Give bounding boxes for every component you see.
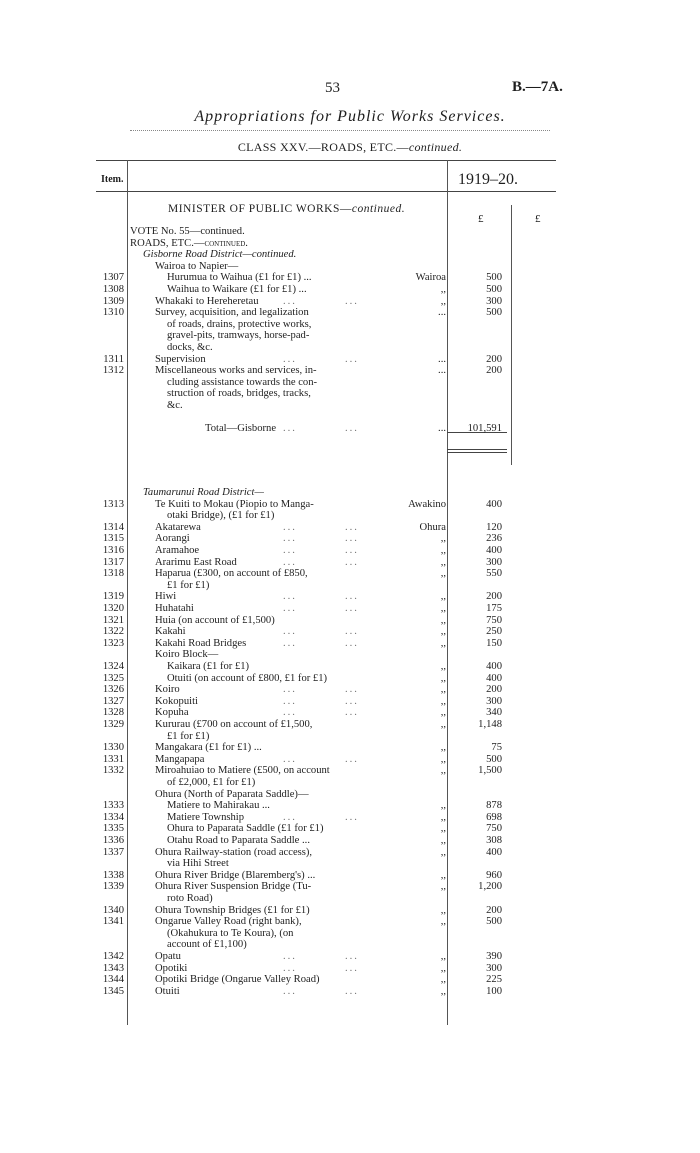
- table-row: [0, 858, 700, 869]
- leader-dots: ...: [283, 707, 297, 718]
- item-number: 1320: [102, 603, 124, 614]
- leader-dots: ...: [283, 591, 297, 602]
- table-row: [0, 951, 700, 962]
- item-description: Huia (on account of £1,500): [155, 615, 275, 626]
- item-number: 1331: [102, 754, 124, 765]
- table-row: [0, 928, 700, 939]
- item-description: Ohura River Suspension Bridge (Tu-: [155, 881, 312, 892]
- amount: 175: [486, 603, 502, 614]
- item-description: Ararimu East Road: [155, 557, 237, 568]
- item-number: 1307: [102, 272, 124, 283]
- item-number: 1323: [102, 638, 124, 649]
- leader-dots: ...: [283, 354, 297, 365]
- electorate: ,,: [440, 742, 446, 753]
- electorate: ,,: [440, 591, 446, 602]
- amount: 1,200: [478, 881, 502, 892]
- leader-dots: ...: [283, 545, 297, 556]
- electorate: ,,: [440, 557, 446, 568]
- item-number: 1336: [102, 835, 124, 846]
- leader-dots: ...: [345, 626, 359, 637]
- item-number: 1339: [102, 881, 124, 892]
- item-number: 1313: [102, 499, 124, 510]
- amount: 390: [486, 951, 502, 962]
- amount: 400: [486, 545, 502, 556]
- amount: 200: [486, 591, 502, 602]
- item-number: 1341: [102, 916, 124, 927]
- amount: 300: [486, 296, 502, 307]
- table-row: [0, 226, 700, 237]
- electorate: ,,: [440, 626, 446, 637]
- table-row: [0, 707, 700, 718]
- amount: 300: [486, 963, 502, 974]
- amount: 500: [486, 916, 502, 927]
- leader-dots: ...: [345, 986, 359, 997]
- table-row: [0, 423, 700, 434]
- leader-dots: ...: [345, 754, 359, 765]
- table-row: [0, 522, 700, 533]
- table-row: [0, 261, 700, 272]
- leader-dots: ...: [345, 522, 359, 533]
- table-row: [0, 533, 700, 544]
- leader-dots: ...: [283, 754, 297, 765]
- amount: 698: [486, 812, 502, 823]
- electorate: ,,: [440, 673, 446, 684]
- item-description: Otuiti (on account of £800, £1 for £1): [167, 673, 328, 684]
- leader-dots: ...: [345, 296, 359, 307]
- table-row: [0, 377, 700, 388]
- table-row: [0, 847, 700, 858]
- table-row: [0, 986, 700, 997]
- item-number: 1344: [102, 974, 124, 985]
- item-number: 1316: [102, 545, 124, 556]
- table-row: [0, 835, 700, 846]
- leader-dots: ...: [345, 591, 359, 602]
- table-row: [0, 696, 700, 707]
- item-description: Ohura Township Bridges (£1 for £1): [155, 905, 310, 916]
- item-number: 1332: [102, 765, 124, 776]
- electorate: ,,: [440, 603, 446, 614]
- table-row: [0, 870, 700, 881]
- item-description: docks, &c.: [167, 342, 213, 353]
- amount: 75: [491, 742, 502, 753]
- electorate: ,,: [440, 800, 446, 811]
- item-description: Koiro Block—: [155, 649, 219, 660]
- leader-dots: ...: [283, 533, 297, 544]
- item-description: Kopuha: [155, 707, 189, 718]
- amount: 225: [486, 974, 502, 985]
- leader-dots: ...: [283, 557, 297, 568]
- item-description: Matiere to Mahirakau ...: [167, 800, 270, 811]
- table-row: [0, 893, 700, 904]
- item-description: Mangakara (£1 for £1) ...: [155, 742, 262, 753]
- document-reference: B.—7A.: [512, 79, 563, 95]
- table-row: [0, 777, 700, 788]
- electorate: ,,: [440, 835, 446, 846]
- electorate: ...: [438, 354, 446, 365]
- leader-dots: ...: [283, 963, 297, 974]
- year-column-header: 1919–20.: [458, 171, 518, 188]
- table-row: [0, 591, 700, 602]
- table-row: [0, 238, 700, 249]
- amount: 300: [486, 557, 502, 568]
- table-row: [0, 719, 700, 730]
- table-row: [0, 939, 700, 950]
- electorate: ...: [438, 365, 446, 376]
- table-row: [0, 307, 700, 318]
- page-title: Appropriations for Public Works Services.: [194, 108, 506, 125]
- leader-dots: ...: [345, 423, 359, 434]
- leader-dots: ...: [345, 696, 359, 707]
- item-number: 1310: [102, 307, 124, 318]
- table-row: [0, 754, 700, 765]
- table-row: [0, 649, 700, 660]
- electorate: ,,: [440, 986, 446, 997]
- amount: 150: [486, 638, 502, 649]
- leader-dots: ...: [345, 951, 359, 962]
- electorate: ,,: [440, 533, 446, 544]
- item-number: 1315: [102, 533, 124, 544]
- electorate: ,,: [440, 974, 446, 985]
- item-number: 1338: [102, 870, 124, 881]
- item-description: Gisborne Road District—continued.: [143, 249, 297, 260]
- table-row: [0, 823, 700, 834]
- leader-dots: ...: [283, 423, 297, 434]
- item-description: Te Kuiti to Mokau (Piopio to Manga-: [155, 499, 314, 510]
- leader-dots: ...: [345, 963, 359, 974]
- item-description: Ongarue Valley Road (right bank),: [155, 916, 302, 927]
- item-description: cluding assistance towards the con-: [167, 377, 318, 388]
- electorate: ,,: [440, 812, 446, 823]
- item-description: VOTE No. 55—continued.: [130, 226, 245, 237]
- leader-dots: ...: [345, 812, 359, 823]
- table-row: [0, 400, 700, 411]
- leader-dots: ...: [345, 707, 359, 718]
- item-description: Whakaki to Hereheretau: [155, 296, 259, 307]
- table-row: [0, 458, 700, 469]
- table-row: [0, 249, 700, 260]
- electorate: Ohura: [419, 522, 446, 533]
- item-description: of £2,000, £1 for £1): [167, 777, 256, 788]
- leader-dots: ...: [345, 557, 359, 568]
- item-description: Mangapapa: [155, 754, 205, 765]
- item-number: 1325: [102, 673, 124, 684]
- ministry-heading-main: MINISTER OF PUBLIC WORKS—: [168, 203, 352, 215]
- amount: 500: [486, 307, 502, 318]
- leader-dots: ...: [345, 603, 359, 614]
- table-row: [0, 626, 700, 637]
- item-number: 1308: [102, 284, 124, 295]
- item-number: 1319: [102, 591, 124, 602]
- table-row: [0, 557, 700, 568]
- table-row: [0, 388, 700, 399]
- item-description: Survey, acquisition, and legalization: [155, 307, 309, 318]
- amount: 1,500: [478, 765, 502, 776]
- item-description: Ohura River Bridge (Blaremberg's) ...: [155, 870, 316, 881]
- item-description: Akatarewa: [155, 522, 201, 533]
- amount: 200: [486, 684, 502, 695]
- item-description: Kokopuiti: [155, 696, 198, 707]
- item-description: ROADS, ETC.—continued.: [130, 238, 248, 249]
- item-description: Aorangi: [155, 533, 190, 544]
- amount: 308: [486, 835, 502, 846]
- item-description: Huhatahi: [155, 603, 194, 614]
- leader-dots: ...: [283, 522, 297, 533]
- leader-dots: ...: [283, 696, 297, 707]
- item-description: Miscellaneous works and services, in-: [155, 365, 317, 376]
- electorate: ,,: [440, 951, 446, 962]
- electorate: Awakino: [408, 499, 446, 510]
- table-row: [0, 661, 700, 672]
- item-description: Hiwi: [155, 591, 177, 602]
- item-description: Matiere Township: [167, 812, 245, 823]
- item-description: Aramahoe: [155, 545, 200, 556]
- pound-sign-2: £: [535, 213, 541, 225]
- amount: 200: [486, 905, 502, 916]
- electorate: ,,: [440, 661, 446, 672]
- item-number: 1345: [102, 986, 124, 997]
- class-heading-main: CLASS XXV.—ROADS, ETC.—: [237, 140, 409, 154]
- item-number: 1342: [102, 951, 124, 962]
- electorate: ,,: [440, 568, 446, 579]
- table-row: [0, 905, 700, 916]
- table-row: [0, 742, 700, 753]
- item-number: 1314: [102, 522, 124, 533]
- amount: 250: [486, 626, 502, 637]
- amount: 100: [486, 986, 502, 997]
- item-description: Total—Gisborne: [205, 423, 277, 434]
- table-row: [0, 765, 700, 776]
- electorate: ,,: [440, 754, 446, 765]
- table-row: [0, 319, 700, 330]
- table-row: [0, 330, 700, 341]
- item-description: struction of roads, bridges, tracks,: [167, 388, 311, 399]
- electorate: ,,: [440, 719, 446, 730]
- amount: 550: [486, 568, 502, 579]
- item-number: 1317: [102, 557, 124, 568]
- item-description: Hurumua to Waihua (£1 for £1) ...: [167, 272, 312, 283]
- table-row: [0, 789, 700, 800]
- table-row: [0, 446, 700, 457]
- amount: 300: [486, 696, 502, 707]
- item-description: otaki Bridge), (£1 for £1): [167, 510, 275, 521]
- electorate: ,,: [440, 284, 446, 295]
- item-description: (Okahukura to Te Koura), (on: [167, 928, 294, 939]
- item-number: 1318: [102, 568, 124, 579]
- leader-dots: ...: [283, 626, 297, 637]
- item-number: 1337: [102, 847, 124, 858]
- leader-dots: ...: [283, 603, 297, 614]
- table-row: [0, 615, 700, 626]
- amount: 878: [486, 800, 502, 811]
- amount: 200: [486, 365, 502, 376]
- item-description: Wairoa to Napier—: [155, 261, 239, 272]
- amount: 500: [486, 754, 502, 765]
- amount: 400: [486, 661, 502, 672]
- amount: 236: [486, 533, 502, 544]
- item-description: £1 for £1): [167, 580, 210, 591]
- item-number: 1309: [102, 296, 124, 307]
- item-number: 1326: [102, 684, 124, 695]
- leader-dots: ...: [345, 545, 359, 556]
- table-row: [0, 354, 700, 365]
- table-row: [0, 812, 700, 823]
- ministry-heading-continued: continued.: [351, 203, 406, 215]
- leader-dots: ...: [283, 812, 297, 823]
- leader-dots: ...: [283, 951, 297, 962]
- item-number: 1321: [102, 615, 124, 626]
- amount: 400: [486, 499, 502, 510]
- class-heading-continued: continued.: [408, 140, 463, 154]
- electorate: ,,: [440, 870, 446, 881]
- leader-dots: ...: [283, 986, 297, 997]
- item-description: Waihua to Waikare (£1 for £1) ...: [167, 284, 307, 295]
- table-row: [0, 580, 700, 591]
- table-row: [0, 435, 700, 446]
- table-row: [0, 916, 700, 927]
- electorate: ,,: [440, 916, 446, 927]
- item-description: via Hihi Street: [167, 858, 229, 869]
- item-description: Kaikara (£1 for £1): [167, 661, 250, 672]
- amount: 960: [486, 870, 502, 881]
- table-row: [0, 684, 700, 695]
- item-description: Opotiki: [155, 963, 188, 974]
- amount: 400: [486, 847, 502, 858]
- item-description: Otuiti: [155, 986, 180, 997]
- item-description: Haparua (£300, on account of £850,: [155, 568, 308, 579]
- table-row: [0, 284, 700, 295]
- item-number: 1322: [102, 626, 124, 637]
- leader-dots: ...: [345, 684, 359, 695]
- item-number: 1335: [102, 823, 124, 834]
- table-row: [0, 881, 700, 892]
- electorate: Wairoa: [415, 272, 446, 283]
- electorate: ,,: [440, 545, 446, 556]
- amount: 200: [486, 354, 502, 365]
- amount: 1,148: [478, 719, 502, 730]
- item-description: Opotiki Bridge (Ongarue Valley Road): [155, 974, 320, 985]
- table-row: [0, 545, 700, 556]
- item-description: Koiro: [155, 684, 180, 695]
- electorate: ,,: [440, 296, 446, 307]
- item-description: Taumarunui Road District—: [143, 487, 264, 498]
- table-row: [0, 499, 700, 510]
- table-row: [0, 342, 700, 353]
- table-row: [0, 731, 700, 742]
- electorate: ,,: [440, 823, 446, 834]
- item-number: 1329: [102, 719, 124, 730]
- item-description: roto Road): [167, 893, 213, 904]
- table-row: [0, 568, 700, 579]
- item-number: 1312: [102, 365, 124, 376]
- item-number: 1333: [102, 800, 124, 811]
- table-row: [0, 974, 700, 985]
- table-row: [0, 296, 700, 307]
- electorate: ,,: [440, 707, 446, 718]
- item-number: 1328: [102, 707, 124, 718]
- item-description: Kakahi Road Bridges: [155, 638, 247, 649]
- leader-dots: ...: [283, 684, 297, 695]
- amount: 750: [486, 615, 502, 626]
- item-column-header: Item.: [101, 174, 124, 185]
- leader-dots: ...: [345, 354, 359, 365]
- item-description: Ohura Railway-station (road access),: [155, 847, 313, 858]
- table-row: [0, 412, 700, 423]
- table-row: [0, 272, 700, 283]
- item-description: Kururau (£700 on account of £1,500,: [155, 719, 313, 730]
- electorate: ...: [438, 423, 446, 434]
- item-description: Opatu: [155, 951, 181, 962]
- amount: 500: [486, 272, 502, 283]
- electorate: ,,: [440, 847, 446, 858]
- item-description: Miroahuiao to Matiere (£500, on account: [155, 765, 330, 776]
- item-number: 1330: [102, 742, 124, 753]
- item-number: 1311: [103, 354, 124, 365]
- electorate: ,,: [440, 684, 446, 695]
- item-number: 1340: [102, 905, 124, 916]
- table-row: [0, 603, 700, 614]
- table-row: [0, 673, 700, 684]
- electorate: ,,: [440, 881, 446, 892]
- amount: 101,591: [467, 423, 502, 434]
- item-number: 1324: [102, 661, 124, 672]
- page-number: 53: [325, 80, 340, 96]
- item-description: Ohura (North of Paparata Saddle)—: [155, 789, 309, 800]
- amount: 340: [486, 707, 502, 718]
- electorate: ,,: [440, 765, 446, 776]
- leader-dots: ...: [283, 638, 297, 649]
- item-description: Supervision: [155, 354, 206, 365]
- item-number: 1327: [102, 696, 124, 707]
- table-row: [0, 638, 700, 649]
- pound-sign-1: £: [478, 213, 484, 225]
- item-description: account of £1,100): [167, 939, 247, 950]
- item-number: 1343: [102, 963, 124, 974]
- amount: 120: [486, 522, 502, 533]
- item-description: £1 for £1): [167, 731, 210, 742]
- item-description: Kakahi: [155, 626, 186, 637]
- table-row: [0, 800, 700, 811]
- amount: 400: [486, 673, 502, 684]
- leader-dots: ...: [345, 638, 359, 649]
- table-row: [0, 510, 700, 521]
- leader-dots: ...: [345, 533, 359, 544]
- electorate: ...: [438, 307, 446, 318]
- table-row: [0, 963, 700, 974]
- electorate: ,,: [440, 905, 446, 916]
- item-number: 1334: [102, 812, 124, 823]
- item-description: &c.: [167, 400, 183, 411]
- item-description: gravel-pits, tramways, horse-pad-: [167, 330, 310, 341]
- table-row: [0, 487, 700, 498]
- electorate: ,,: [440, 615, 446, 626]
- item-description: Ohura to Paparata Saddle (£1 for £1): [167, 823, 324, 834]
- electorate: ,,: [440, 696, 446, 707]
- leader-dots: ...: [283, 296, 297, 307]
- amount: 750: [486, 823, 502, 834]
- amount: 500: [486, 284, 502, 295]
- item-description: of roads, drains, protective works,: [167, 319, 312, 330]
- table-row: [0, 365, 700, 376]
- electorate: ,,: [440, 638, 446, 649]
- electorate: ,,: [440, 963, 446, 974]
- item-description: Otahu Road to Paparata Saddle ...: [167, 835, 310, 846]
